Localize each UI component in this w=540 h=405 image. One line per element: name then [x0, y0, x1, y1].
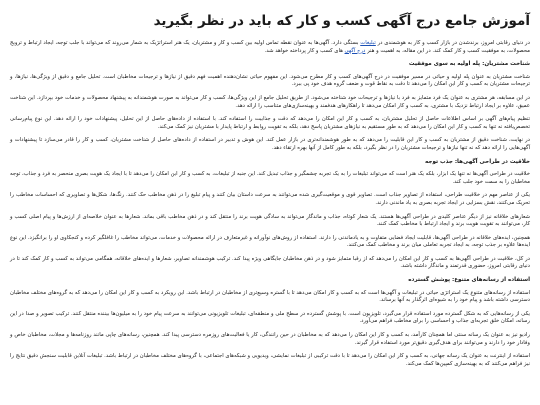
section-3-paragraph-3: رادیو نیز به عنوان یک رسانه سنتی اما همچنان کارآمد، به کسب و کار این امکان را می‌دهد که به مخاطبان در حین رانندگی، کار یا فعالیت‌های روزمره دسترسی پیدا کند. همچنین، رسانه‌های چاپی مانند روزنامه‌ها و مجلات، مخاطبان خاص و وفادار خود را دارند و می‌توانند برای هدف‌گیری دقیق‌تر مورد استفاده قرار گیرند.: [10, 332, 530, 346]
section-2-paragraph-3: شعارهای خلاقانه نیز از دیگر عناصر کلیدی در طراحی آگهی‌ها هستند. یک شعار کوتاه، جذاب و ماندگار می‌تواند به سادگی هویت برند را منتقل کند و در ذهن مخاطب باقی بماند. شعارها به عنوان خلاصه‌ای از ارزش‌ها و پیام اصلی کسب و کار، می‌توانند به تقویت هویت برند و ایجاد ارتباط با مخاطب کمک کنند.: [10, 213, 530, 228]
page-title: آموزش جامع درج آگهی کسب و کار که باید در نظر بگیرید: [153, 13, 530, 29]
section-heading-media: استفاده از رسانه‌های متنوع: پوشش گسترده: [408, 277, 530, 284]
section-2-paragraph-5: در کل، خلاقیت در طراحی آگهی‌ها به کسب و کار این امکان را می‌دهد که از رقبا متمایز شود و در ذهن مخاطبان جایگاهی ویژه پیدا کند. ترکیب هوشمندانه تصاویر، شعارها و ایده‌های خلاقانه، همگامی می‌تواند به کسب و کار کمک کند تا در دنیای رقابتی امروز، حضوری قدرتمند و ماندگار داشته باشد.: [10, 255, 530, 270]
section-3-paragraph-2: یکی از رسانه‌هایی که به شکل گسترده مورد استفاده قرار می‌گیرد، تلویزیون است. با پوشش گسترده در سطح ملی و منطقه‌ای، تبلیغات تلویزیونی می‌توانند به سرعت پیام خود را به میلیون‌ها بیننده منتقل کنند. ترکیب تصویر و صدا در این رسانه، امکان خلق تجربه‌ای جذاب و احساسی را برای مخاطب فراهم می‌آورد.: [10, 310, 530, 325]
section-1-paragraph-3: تنظیم پیام‌های آگهی بر اساس اطلاعات حاصل از تحلیل مشتریان، به کسب و کار این امکان را می‌دهد که دقت و جذابیت را استفاده کند. با استفاده از داده‌های حاصل از این تحلیل، پیشنهادات خود را ارائه دهد. این نوع پیام‌رسانی تخصص‌یافته نه تنها به کسب و کار این امکان را می‌دهد که به طور مستقیم به نیازهای مشتریان پاسخ دهد، بلکه به تقویت روابط و ارتباط پایدار با مشتریان نیز کمک می‌کند.: [10, 116, 530, 130]
section-3-paragraph-1: استفاده از رسانه‌های متنوع یک استراتژی حیاتی در تبلیغات و آگهی‌ها است که به کسب و کار امکان می‌دهد تا با گستره وسیع‌تری از مخاطبان در ارتباط باشد. این رویکرد به کسب و کار این امکان را می‌دهد که به گروه‌های مختلف مخاطبان دسترسی داشته باشد و پیام خود را به شیوه‌ای اثرگذار به آنها برساند.: [10, 289, 530, 304]
section-heading-customers: شناخت مشتریان: پله اولیه به سوی موفقیت: [408, 61, 530, 68]
section-1-paragraph-2: در این مسابقه، هر مشتری به عنوان یک فرد متمایز به فرد با نیازها و ترجیحات خود شناخته می‌شود. از طریق تحلیل جامع از این ویژگی‌ها، کسب و کار می‌تواند به صورت هوشمندانه به پیشنهاد محصولات و خدمات خود بپردازد. این شناخت عمیق، علاوه بر ایجاد ارتباط نزدیک با مشتری، به کسب و کار امکان می‌دهد تا راهکارهای هدفمند و بهینه‌سازی‌های متناسب را ارائه دهد.: [10, 94, 530, 109]
section-2-paragraph-1: خلاقیت در طراحی آگهی‌ها نه تنها یک ابزار، بلکه یک هنر است که می‌تواند تبلیغات را به یک تجربه چشمگیر و جذاب تبدیل کند. این جنبه از تبلیغات، به کسب و کار این امکان را می‌دهد تا با ایجاد یک هویت بصری منحصر به فرد و جذاب، توجه مخاطبان را به سمت خود جلب کند.: [10, 171, 530, 185]
section-3-paragraph-4: استفاده از اینترنت به عنوان یک رسانه جهانی، به کسب و کار این امکان را می‌دهد تا با دقت ترکیبی از تبلیغات نمایشی، ویدیویی و شبکه‌های اجتماعی، با گروه‌های مختلف مخاطبان در ارتباط باشد. تبلیغات آنلاین قابلیت سنجش دقیق نتایج را نیز فراهم می‌کنند که به بهینه‌سازی کمپین‌ها کمک می‌کند.: [10, 353, 530, 367]
article-body: [10, 40, 530, 368]
section-2-paragraph-4: همچنین، ایده‌های خلاقانه در طراحی آگهی‌ها، قابلیت ایجاد فضایی متفاوت و به یادماندنی را دارند. استفاده از روش‌های نوآورانه و غیرمتعارف در ارائه محصولات و خدمات، می‌تواند مخاطب را غافلگیر کرده و کنجکاوی او را برانگیزد. این نوع ایده‌ها علاوه بر جذب توجه، به ایجاد تجربه تعاملی میان برند و مخاطب کمک می‌کنند.: [10, 234, 530, 249]
intro-paragraph: [10, 40, 530, 55]
intro-text-3: های کسب و کار پرداخته خواهد شد.: [264, 47, 345, 54]
section-1-paragraph-4: در نهایت، شناخت دقیق از مشتریان به کسب و کار این قابلیت را می‌دهد که به طور هوشمندانه‌تری در بازار عمل کند. این هوش و تدبیر در استفاده از داده‌های حاصل از شناخت مشتریان، کسب و کار را قادر می‌سازد تا پیشنهادات و آگهی‌هایی را ارائه دهد که نه تنها نیازها و ترجیحات مشتریان را در نظر بگیرد، بلکه به طور کامل از آنها بهره ارتقاء دهد.: [10, 137, 530, 151]
intro-text-2: بستگی دارد. آگهی‌ها به عنوان نقطه تماس اولیه بین کسب و کار و مشتریان، یک هنر استراتژیک به شمار می‌روند که می‌تواند با جلب توجه، ایجاد ارتباط و ترویج محصولات، به موفقیت کسب و کار کمک کند. در این مقاله، به اهمیت و هنر: [10, 40, 530, 54]
section-1-paragraph-1: شناخت مشتریان به عنوان پله اولیه و حیاتی در مسیر موفقیت در درج آگهی‌های کسب و کار مطرح می‌شود. این مفهوم حیاتی نشان‌دهنده اهمیت فهم دقیق از نیازها و ترجیحات مخاطبان است. تحلیل جامع و دقیق از ویژگی‌ها، نیازها، و ترجیحات مشتریان به کسب و کار این امکان را می‌دهد تا دقت به نقاط قوت و ضعف گروه هدف خود پی ببرد.: [10, 73, 530, 88]
link-ad-placement[interactable]: درج آگهی: [344, 47, 366, 54]
intro-text-1: در دنیای رقابتی امروز، برندشدن در بازار کسب و کار به هوشمندی در: [375, 40, 530, 46]
link-advertising[interactable]: تبلیغات: [360, 40, 376, 46]
section-heading-creativity: خلاقیت در طراحی آگهی‌ها: جذب توجه: [425, 158, 530, 165]
section-2-paragraph-2: یکی از عناصر مهم در خلاقیت طراحی، استفاده از تصاویر جذاب است. تصاویر قوی و موقعیت‌گیری شده می‌توانند به سرعت داستان بیان کنند و پیام تبلیغ را در ذهن مخاطب حک کنند. رنگ‌ها، شکل‌ها و تصاویری که احساسات مخاطب را تحریک می‌کنند، نقش بسزایی در ایجاد تجربه بصری به یاد ماندنی دارند.: [10, 192, 530, 206]
